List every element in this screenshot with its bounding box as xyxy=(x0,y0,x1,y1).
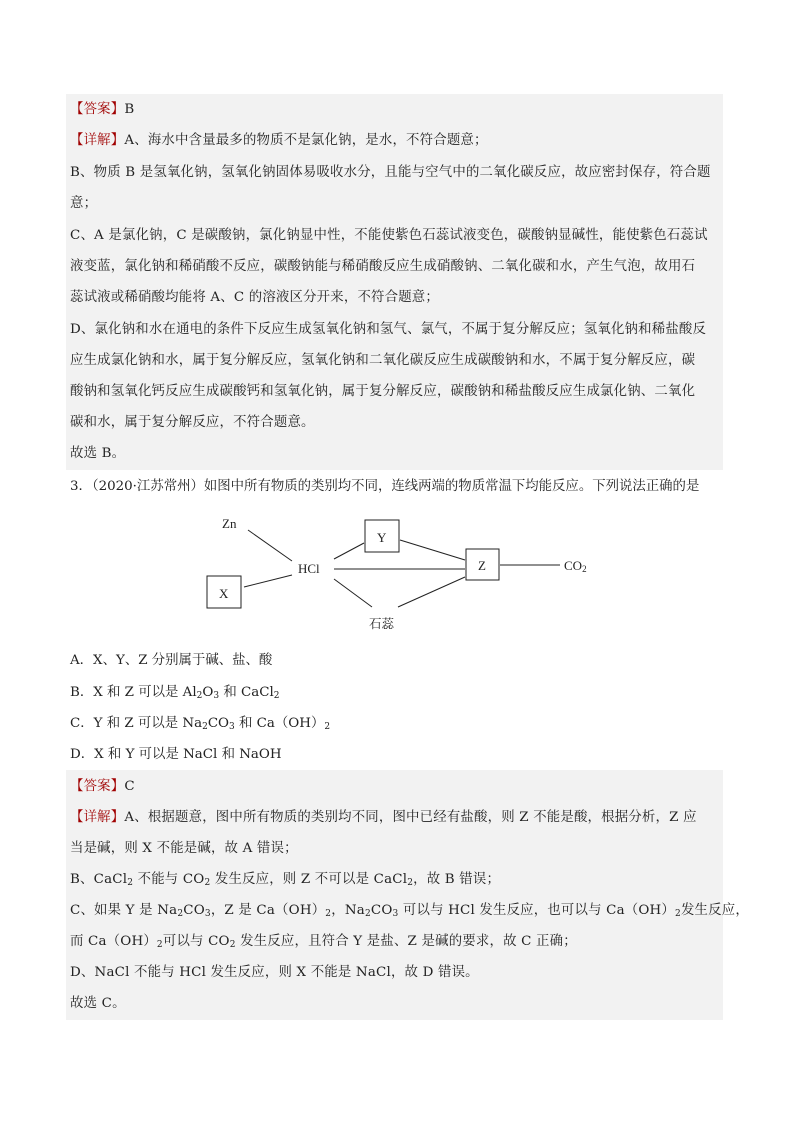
detail-line: 酸钠和氢氧化钙反应生成碳酸钙和氢氧化钠，属于复分解反应，碳酸钠和稀盐酸反应生成氯化钠、二氧化 xyxy=(70,384,696,399)
edge-hcl-y xyxy=(334,543,364,559)
label-zn: Zn xyxy=(222,516,237,531)
detail-line: C、A 是氯化钠，C 是碳酸钠，氯化钠显中性，不能使紫色石蕊试液变色，碳酸钠显碱性，能使紫色石蕊试 xyxy=(70,228,708,243)
edge-litmus-z xyxy=(398,577,465,607)
detail-text: A、根据题意，图中所有物质的类别均不同，图中已经有盐酸，则 Z 不能是酸，根据分析，Z 应 xyxy=(124,810,697,825)
label-z: Z xyxy=(478,558,486,573)
detail-line: 应生成氯化钠和水，属于复分解反应，氢氧化钠和二氧化碳反应生成碳酸钠和水，不属于复分解反应，碳 xyxy=(70,353,696,368)
edge-hcl-litmus xyxy=(334,579,372,607)
detail3-line-5: 而 $Ca(OH)_2$可以与 $CO_2$ 发生反应，且符合 Y 是盐、Z 是碱的要求，故 C 正确； xyxy=(70,934,577,950)
detail-line: 意； xyxy=(70,196,98,211)
label-co2: CO2 xyxy=(564,558,587,574)
edge-y-z xyxy=(400,540,465,560)
detail3-line-2: 当是碱，则 X 不能是碱，故 A 错误； xyxy=(70,841,298,856)
detail-line: B、物质 B 是氢氧化钠，氢氧化钠固体易吸收水分，且能与空气中的二氧化碳反应，故应密封保存，符合题 xyxy=(70,165,711,180)
answer-tag: 【答案】 xyxy=(70,779,125,794)
question-stem: 3．（2020·江苏常州）如图中所有物质的类别均不同，连线两端的物质常温下均能反应。下列说法正确的是 xyxy=(70,479,700,494)
edge-zn-hcl xyxy=(248,530,292,561)
option-c: C．Y 和 Z 可以是 $Na_2CO_3$ 和 $Ca(OH)_2$ xyxy=(70,716,331,732)
answer-value: B xyxy=(124,102,135,117)
detail-line: D、氯化钠和水在通电的条件下反应生成氢氧化钠和氢气、氯气，不属于复分解反应；氢氧化钠和稀盐酸反 xyxy=(70,322,707,337)
detail-line: 碳和水，属于复分解反应，不符合题意。 xyxy=(70,415,315,430)
detail-text: A、海水中含量最多的物质不是氯化钠，是水，不符合题意； xyxy=(124,133,488,148)
option-b: B．X 和 Z 可以是 $Al_2O_3$ 和 CaCl$_2$ xyxy=(70,685,280,701)
detail3-line-3: B、CaCl$_2$ 不能与 $CO_2$ 发生反应，则 Z 不可以是 CaCl$_2$，故 B 错误； xyxy=(70,872,501,888)
answer-tag: 【答案】 xyxy=(70,102,125,117)
answer-line-3 xyxy=(70,777,135,797)
detail-line: 故选 B。 xyxy=(70,446,126,461)
label-hcl: HCl xyxy=(298,561,320,576)
option-a: A．X、Y、Z 分别属于碱、盐、酸 xyxy=(70,653,273,668)
detail3-line-4: C、如果 Y 是 $Na_2CO_3$，Z 是 $Ca(OH)_2$，$Na_2CO_3$ 可以与 HCl 发生反应，也可以与 $Ca(OH)_2$发生反应， xyxy=(70,903,749,919)
option-d: D．X 和 Y 可以是 NaCl 和 NaOH xyxy=(70,747,282,762)
detail-tag: 【详解】 xyxy=(70,133,125,148)
label-y: Y xyxy=(377,530,387,545)
reaction-diagram xyxy=(0,505,794,635)
edge-x-hcl xyxy=(244,575,292,587)
answer-line-1 xyxy=(70,100,134,120)
detail-line: 蕊试液或稀硝酸均能将 A、C 的溶液区分开来，不符合题意； xyxy=(70,290,439,305)
label-x: X xyxy=(219,586,229,601)
label-litmus: 石蕊 xyxy=(369,617,395,631)
detail-line xyxy=(70,131,488,151)
detail3-line-7: 故选 C。 xyxy=(70,996,126,1011)
detail-tag: 【详解】 xyxy=(70,810,125,825)
detail-line: 液变蓝，氯化钠和稀硝酸不反应，碳酸钠能与稀硝酸反应生成硝酸钠、二氧化碳和水，产生气泡，故用石 xyxy=(70,259,696,274)
detail3-line-6: D、NaCl 不能与 HCl 发生反应，则 X 不能是 NaCl，故 D 错误。 xyxy=(70,965,479,980)
answer-value: C xyxy=(124,779,135,794)
detail3-line-1 xyxy=(70,808,697,828)
